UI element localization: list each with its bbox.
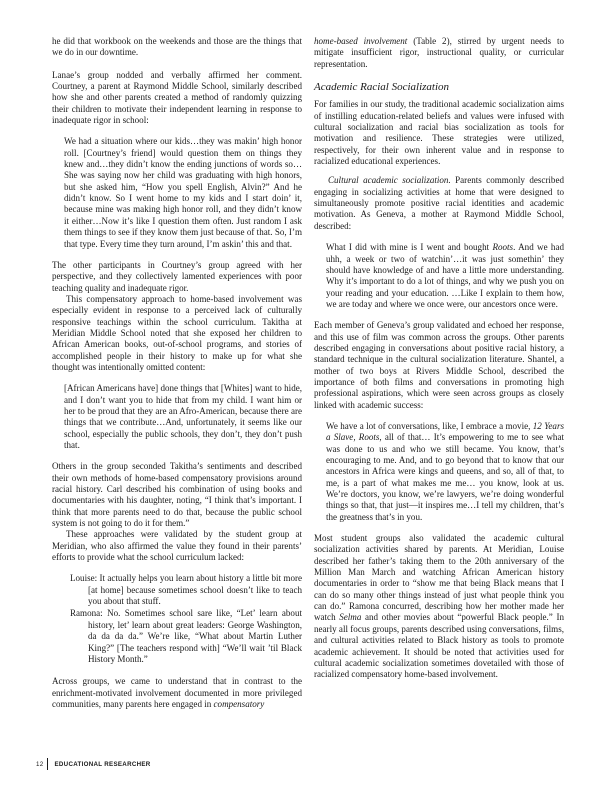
emphasis: Roots [492,242,514,253]
dialogue-line: Ramona: No. Sometimes school sare like, “Let’ learn about history, let’ learn about great leaders: George Washington, da da da da.” We’re like, “What about Martin Luther King?” [The teachers respond with] “We’ll wait ’til Black History Month.” [70,608,302,664]
block-quote [326,421,564,523]
block-quote [326,242,564,310]
emphasis: Selma [339,612,362,623]
paragraph: The other participants in Courtney’s group agreed with her perspective, and they collectively lamented experiences with poor teaching quality and inadequate rigor. [52,259,302,293]
block-quote: We had a situation where our kids…they was makin’ high honor roll. [Courtney’s friend] would question them on things they knew and…they didn’t know the ending junctions of words so…She was saying now her child was graduating with high honors, but she asked him, “How you spell English, Alvin?” And he didn’t know. So I went home to my kids and I start doin’ it, because mine was making high honor roll, and they didn’t know it either…Now it’s like I question them often. Just random I ask them things to see if they know them just because of that. So, I’m that type. Every time they turn around, I’m askin’ this and that. [64,136,302,249]
page-footer [36,758,151,770]
section-heading: Academic Racial Socialization [314,81,450,94]
text-span: Parents commonly described engaging in socializing activities at home that were designed to simultaneously promote positive racial identities and academic motivation. As Geneva, a mother at Raymond Middle School, described: [314,175,564,231]
paragraph [314,533,564,680]
text-span: and other movies about “powerful Black people.” In nearly all focus groups, parents described using conversations, films, and cultural activities related to Black history as tools to promote academic achievement. It should be noted that activities used for cultural academic socialization sometimes dovetailed with those of racialized compensatory home-based involvement. [314,612,564,680]
text-span: , all of that… It’s empowering to me to see what was done to us and who we still became. You know, that’s encouraging to me. And, and to go beyond that to know that our ancestors in Africa were kings and queens, and so, all of that, to me, is a part of what makes me me… you know, look at us. We’re doctors, you know, we’re lawyers, we’re doing wonderful things so that, that just—it inspires me…I tell my children, that’s the greatness that’s in you. [326,432,564,522]
paragraph [52,676,302,710]
emphasis: home-based involvement [314,36,408,46]
text-span: . And we had uhh, a week or two of watchin’…it was just somethin’ they should have knowledge of and have a little more understanding. Why it’s important to do a lot of things, and why we push you on your reading and your education. …Like I explain to them how, we are today and where we once were, our ancestors once were. [326,242,564,309]
text-span: (Table 2), stirred by urgent needs to mitigate insufficient rigor, instructional quality, or curricular representation. [314,36,564,69]
dialogue-block [70,573,302,665]
left-column [52,36,302,710]
text-span: Most student groups also validated the academic cultural socialization activities shared by parents. At Meridian, Louise described her father’s taking them to the 20th anniversary of the Million Man March and watching African American history documentaries in order to “show me that being Black means that I can do so many other things instead of just what people think you can do.” Ramona concurred, describing how her mother made her watch [314,533,564,623]
paragraph: Lanae’s group nodded and verbally affirmed her comment. Courtney, a parent at Raymond Middle School, similarly described how she and other parents created a method of randomly quizzing their children to motivate their independent learning in response to inadequate rigor in school: [52,69,302,126]
paragraph: This compensatory approach to home-based involvement was especially evident in response to a perceived lack of culturally responsive teachings within the school curriculum. Takitha at Meridian Middle School noted that she exposed her children to African American books, out-of-school programs, and stories of accomplished people in their history to make up for what she thought was intentionally omitted content: [52,293,302,372]
text-span: Across groups, we came to understand that in contrast to the enrichment-motivated involvement documented in more privileged communities, many parents here engaged in [52,676,302,709]
dialogue-line: Louise: It actually helps you learn about history a little bit more [at home] because sometimes school doesn’t like to teach you about that stuff. [70,573,302,607]
paragraph: These approaches were validated by the student group at Meridian, who also affirmed the value they found in their parents’ efforts to provide what the school curriculum lacked: [52,529,302,563]
page-number: 12 [36,760,44,768]
paragraph [314,175,564,232]
paragraph: he did that workbook on the weekends and those are the things that we do in our downtime. [52,36,302,58]
paragraph: Others in the group seconded Takitha’s sentiments and described their own methods of home-based compensatory provisions around racial history. Carl described his combination of using books and documentaries with his daughter, noting, “I think that’s important. I think that more parents need to do that, because the public school system is not going to do it for them.” [52,461,302,529]
subsection-heading: Cultural academic socialization. [328,175,451,186]
block-quote: [African Americans have] done things that [Whites] want to hide, and I don’t want you to hide that from my child. I want him or her to be proud that they are an Afro-American, because there are things that we contribute…And, unfortunately, it seems like our school, especially the public schools, they don’t, they don’t push that. [64,383,302,450]
paragraph [314,36,564,70]
right-column [314,36,564,681]
emphasis: compensatory [213,698,265,709]
emphasis: 12 Years a Slave, Roots [326,420,564,443]
text-span: What I did with mine is I went and bought [326,242,493,253]
paragraph: Each member of Geneva’s group validated and echoed her response, and this use of film was common across the groups. Other parents described engaging in conversations about positive racial history, a standard technique in the cultural socialization literature. Shantel, a mother of two boys at Rivers Middle School, described the importance of both films and conversations in promoting high professional aspirations, which were seen across groups as closely linked with academic success: [314,320,564,410]
journal-title: EDUCATIONAL RESEARCHER [54,760,151,768]
paragraph: For families in our study, the traditional academic socialization aims of instilling education-related beliefs and values were infused with cultural socialization and racial bias socialization as tools for motivation and resilience. These strategies were utilized, respectively, for their own inherent value and in response to racialized educational experiences. [314,99,564,167]
footer-divider [47,758,48,770]
text-span: We have a lot of conversations, like, I embrace a movie, [326,420,533,431]
